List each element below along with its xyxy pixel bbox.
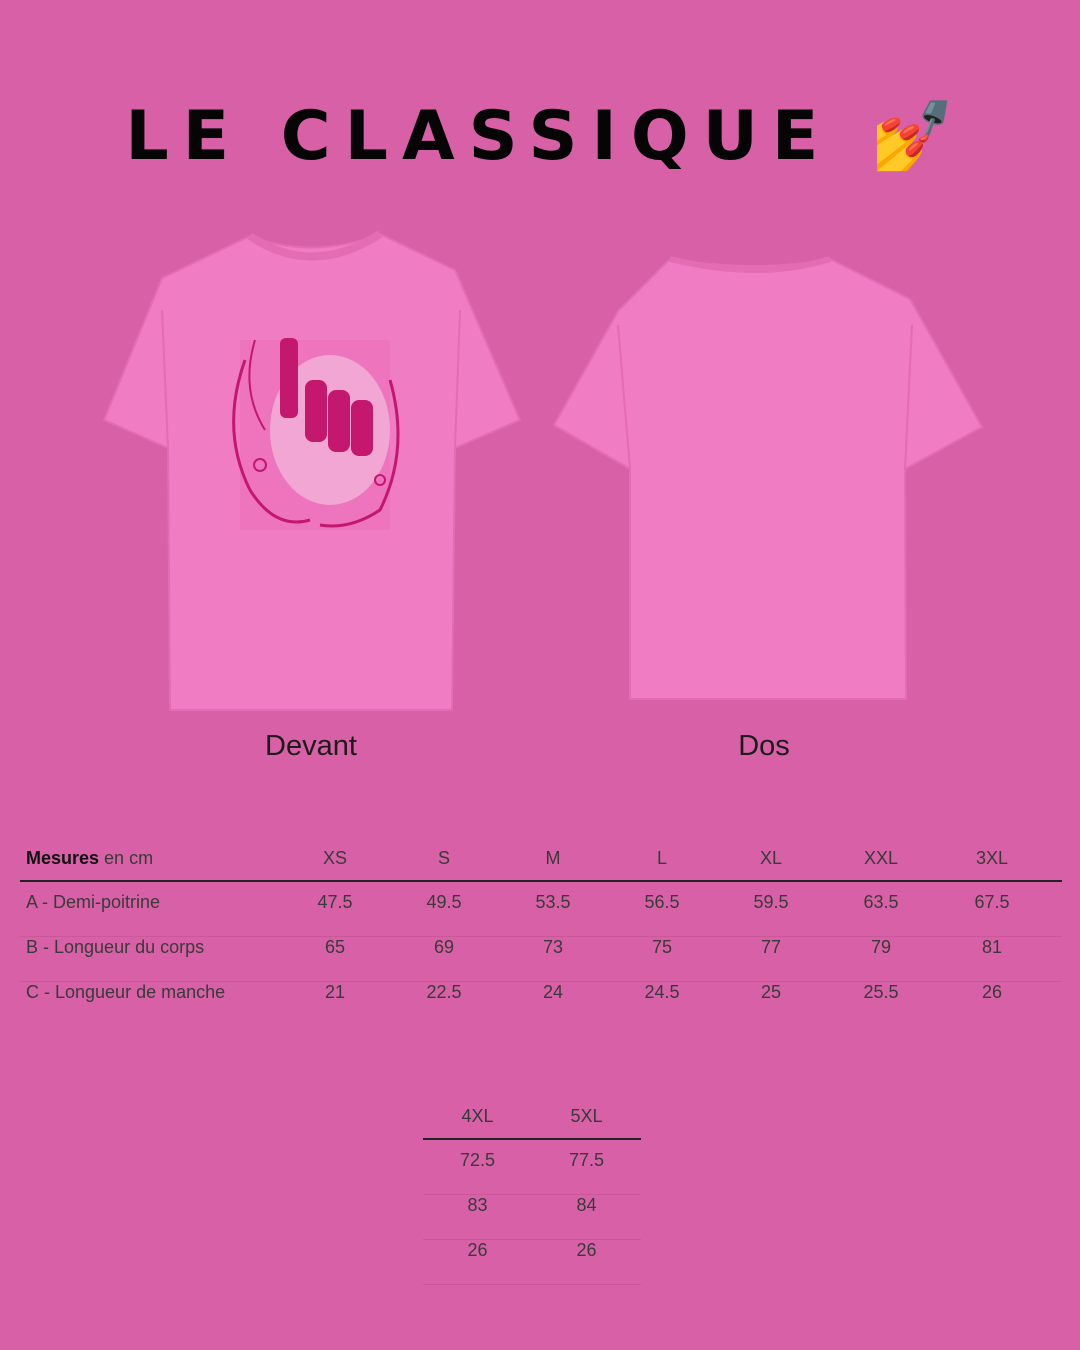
table-cell: 26 [576, 1240, 597, 1260]
table-cell: 53.5 [535, 892, 571, 912]
table-cell: 22.5 [426, 982, 462, 1002]
table-cell: 81 [981, 937, 1003, 957]
row-label: A - Demi-poitrine [26, 892, 161, 912]
table-cell: 25.5 [863, 982, 899, 1002]
measures-label: Mesures en cm [26, 848, 154, 868]
size-header-xxl: XXL [863, 848, 899, 868]
table-cell: 65 [324, 937, 346, 957]
nail-polish-icon: 💅 [870, 97, 955, 176]
table-cell: 75 [651, 937, 673, 957]
table-cell: 63.5 [863, 892, 899, 912]
size-table-header [20, 848, 1062, 882]
page-title [0, 96, 1080, 176]
table-cell: 69 [433, 937, 455, 957]
back-caption: Dos [738, 730, 790, 762]
table-cell: 72.5 [459, 1150, 496, 1170]
table-row [423, 1240, 641, 1285]
front-caption: Devant [265, 730, 357, 762]
size-header-xs: XS [322, 848, 347, 868]
table-cell: 49.5 [426, 892, 462, 912]
table-cell: 83 [467, 1195, 488, 1215]
table-cell: 24 [542, 982, 564, 1002]
size-table-extra-header [423, 1106, 641, 1140]
table-cell: 21 [324, 982, 346, 1002]
tshirt-front-image [100, 230, 524, 716]
table-cell: 84 [576, 1195, 597, 1215]
size-header-m: M [545, 848, 561, 868]
size-table-extra [423, 1106, 641, 1285]
table-row [423, 1195, 641, 1240]
table-row [20, 937, 1062, 982]
table-row [423, 1150, 641, 1195]
table-row [20, 982, 1062, 1026]
size-header-l: L [656, 848, 667, 868]
table-cell: 77 [760, 937, 782, 957]
table-cell: 67.5 [974, 892, 1010, 912]
row-label: B - Longueur du corps [26, 937, 205, 957]
table-cell: 77.5 [568, 1150, 605, 1170]
nail-hand-print [234, 338, 398, 530]
table-cell: 56.5 [644, 892, 680, 912]
table-cell: 26 [467, 1240, 488, 1260]
table-cell: 24.5 [644, 982, 680, 1002]
table-cell: 26 [981, 982, 1003, 1002]
size-table [20, 848, 1062, 1026]
table-cell: 73 [542, 937, 564, 957]
size-header-4xl: 4XL [461, 1106, 494, 1126]
table-cell: 25 [760, 982, 782, 1002]
tshirt-back-image [550, 255, 986, 705]
size-header-s: S [437, 848, 450, 868]
row-label: C - Longueur de manche [26, 982, 226, 1002]
size-header-xl: XL [759, 848, 783, 868]
size-header-5xl: 5XL [570, 1106, 603, 1126]
table-cell: 79 [870, 937, 892, 957]
table-row [20, 892, 1062, 937]
title-text: LE CLASSIQUE [125, 97, 833, 176]
table-cell: 59.5 [753, 892, 789, 912]
size-header-3xl: 3XL [975, 848, 1009, 868]
table-cell: 47.5 [317, 892, 353, 912]
